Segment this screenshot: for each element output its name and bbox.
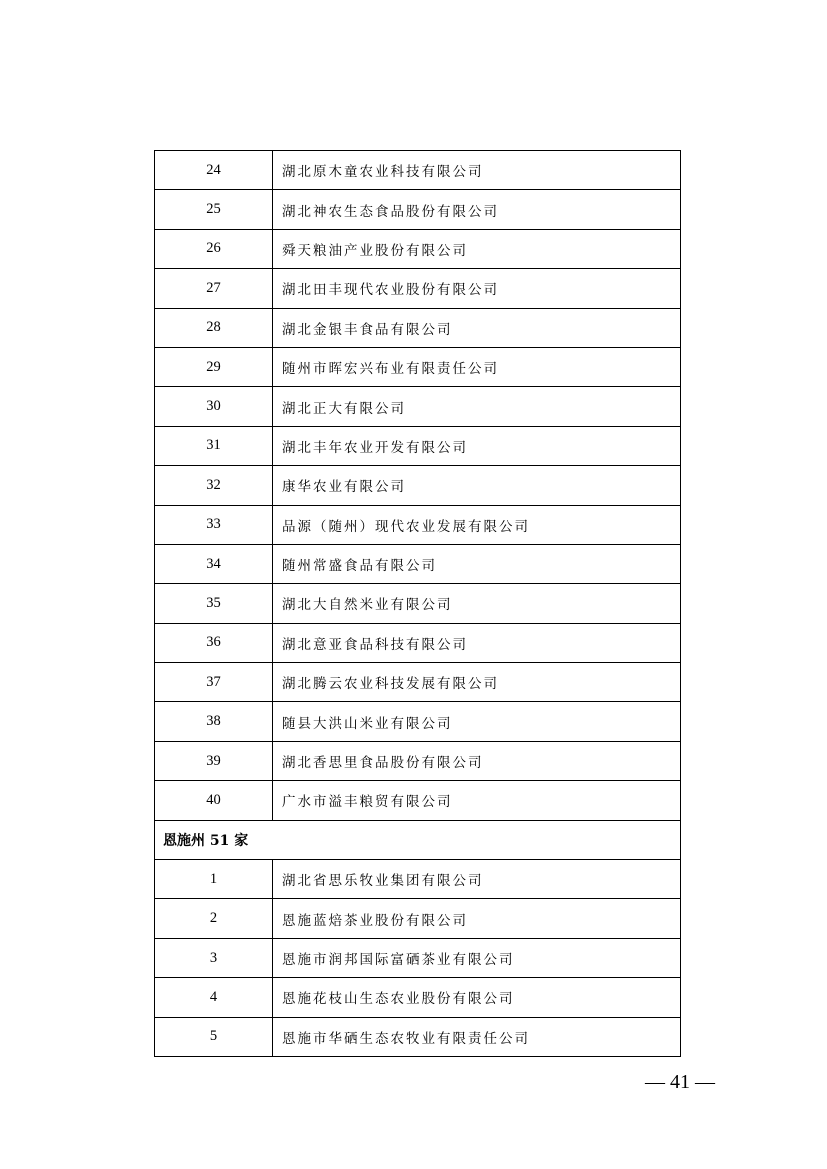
table-row [155,663,681,702]
row-number: 3 [155,938,273,977]
row-number: 33 [155,505,273,544]
row-number: 34 [155,544,273,583]
company-name: 随县大洪山米业有限公司 [273,702,681,741]
row-number: 36 [155,623,273,662]
table-row [155,466,681,505]
table-row [155,702,681,741]
company-name: 湖北正大有限公司 [273,387,681,426]
row-number: 1 [155,860,273,899]
table-row [155,269,681,308]
table-row [155,623,681,662]
company-name: 舜天粮油产业股份有限公司 [273,229,681,268]
row-number: 5 [155,1017,273,1056]
table-row [155,1017,681,1056]
row-number: 4 [155,978,273,1017]
table-row [155,229,681,268]
row-number: 27 [155,269,273,308]
company-name: 广水市溢丰粮贸有限公司 [273,781,681,820]
company-name: 恩施蓝焙茶业股份有限公司 [273,899,681,938]
company-name: 湖北腾云农业科技发展有限公司 [273,663,681,702]
table-row [155,190,681,229]
company-name: 恩施花枝山生态农业股份有限公司 [273,978,681,1017]
section-title: 恩施州 51 家 [155,820,681,859]
table-row [155,347,681,386]
company-name: 随州市晖宏兴布业有限责任公司 [273,347,681,386]
table-row [155,151,681,190]
row-number: 35 [155,584,273,623]
row-number: 2 [155,899,273,938]
company-name: 湖北丰年农业开发有限公司 [273,426,681,465]
company-table [154,150,681,1057]
page-number: — 41 — [645,1071,715,1093]
row-number: 40 [155,781,273,820]
table-row [155,584,681,623]
table-row [155,308,681,347]
company-name: 湖北田丰现代农业股份有限公司 [273,269,681,308]
table-row [155,938,681,977]
company-name: 品源（随州）现代农业发展有限公司 [273,505,681,544]
row-number: 30 [155,387,273,426]
table-body-top [155,151,681,821]
table-row [155,387,681,426]
company-name: 湖北意亚食品科技有限公司 [273,623,681,662]
row-number: 39 [155,741,273,780]
row-number: 32 [155,466,273,505]
row-number: 28 [155,308,273,347]
table-row [155,741,681,780]
table-row [155,978,681,1017]
section-row [155,820,681,859]
row-number: 24 [155,151,273,190]
table-row [155,426,681,465]
row-number: 25 [155,190,273,229]
company-name: 恩施市润邦国际富硒茶业有限公司 [273,938,681,977]
table-row [155,505,681,544]
company-name: 恩施市华硒生态农牧业有限责任公司 [273,1017,681,1056]
company-name: 湖北金银丰食品有限公司 [273,308,681,347]
table-row [155,860,681,899]
row-number: 26 [155,229,273,268]
company-name: 随州常盛食品有限公司 [273,544,681,583]
row-number: 29 [155,347,273,386]
company-name: 湖北香思里食品股份有限公司 [273,741,681,780]
row-number: 38 [155,702,273,741]
table-body-bottom [155,860,681,1057]
company-name: 湖北神农生态食品股份有限公司 [273,190,681,229]
row-number: 31 [155,426,273,465]
row-number: 37 [155,663,273,702]
company-name: 湖北大自然米业有限公司 [273,584,681,623]
table-row [155,899,681,938]
table-row [155,544,681,583]
table-row [155,781,681,820]
company-name: 湖北原木童农业科技有限公司 [273,151,681,190]
company-name: 湖北省思乐牧业集团有限公司 [273,860,681,899]
table-section [155,820,681,859]
company-name: 康华农业有限公司 [273,466,681,505]
